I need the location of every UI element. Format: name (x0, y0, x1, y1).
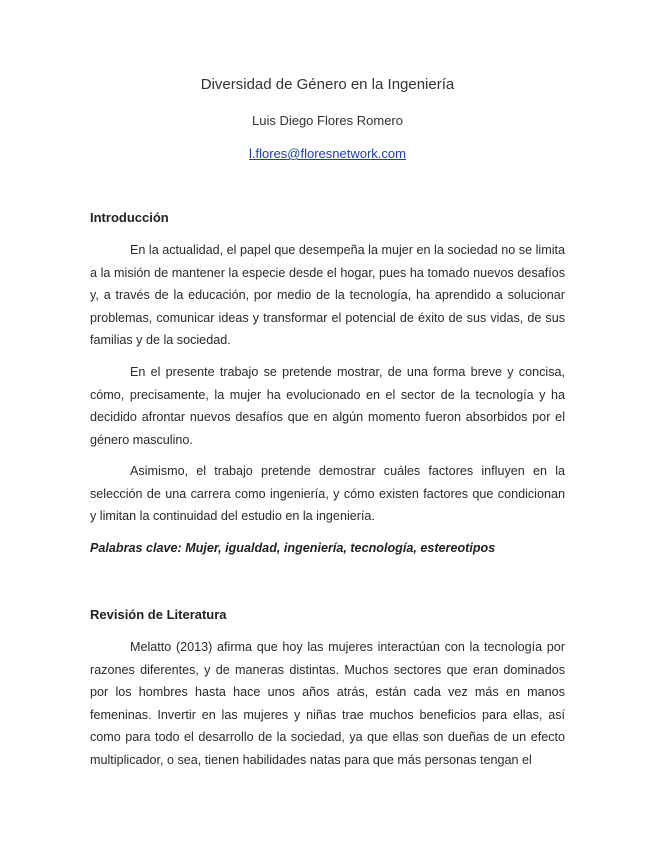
keywords: Palabras clave: Mujer, igualdad, ingeniería, tecnología, estereotipos (90, 541, 496, 555)
intro-paragraph-1: En la actualidad, el papel que desempeña la mujer en la sociedad no se limita a la misión de mantener la especie desde el hogar, pues ha tomado nuevos desafíos y, a través de la educación, por medio de la tecnología, ha aprendido a solucionar problemas, comunicar ideas y transformar el potencial de éxito de sus vidas, de sus familias y de la sociedad. (90, 243, 565, 348)
review-heading: Revisión de Literatura (90, 607, 227, 622)
email-link[interactable]: l.flores@floresnetwork.com (249, 146, 406, 161)
review-paragraph-1: Melatto (2013) afirma que hoy las mujeres interactúan con la tecnología por razones diferentes, y de maneras distintas. Muchos sectores que eran dominados por los hombres hasta hace unos años atrás, están cada vez más en manos femeninas. Invertir en las mujeres y niñas trae muchos beneficios para ellas, así como para todo el desarrollo de la sociedad, ya que ellas son dueñas de un efecto multiplicador, o sea, tienen habilidades natas para que más personas tengan el (90, 640, 565, 767)
intro-paragraph-3: Asimismo, el trabajo pretende demostrar cuáles factores influyen en la selección de una carrera como ingeniería, y cómo existen factores que condicionan y limitan la continuidad del estudio en la ingeniería. (90, 464, 565, 524)
paper-title: Diversidad de Género en la Ingeniería (200, 76, 455, 93)
author-name: Luis Diego Flores Romero (251, 113, 403, 128)
author-email (0, 146, 655, 161)
intro-paragraph-2: En el presente trabajo se pretende mostrar, de una forma breve y concisa, cómo, precisamente, la mujer ha evolucionado en el sector de la tecnología y ha decidido afrontar nuevos desafíos que en algún momento fueron absorbidos por el género masculino. (90, 365, 565, 447)
intro-heading: Introducción (90, 210, 169, 225)
